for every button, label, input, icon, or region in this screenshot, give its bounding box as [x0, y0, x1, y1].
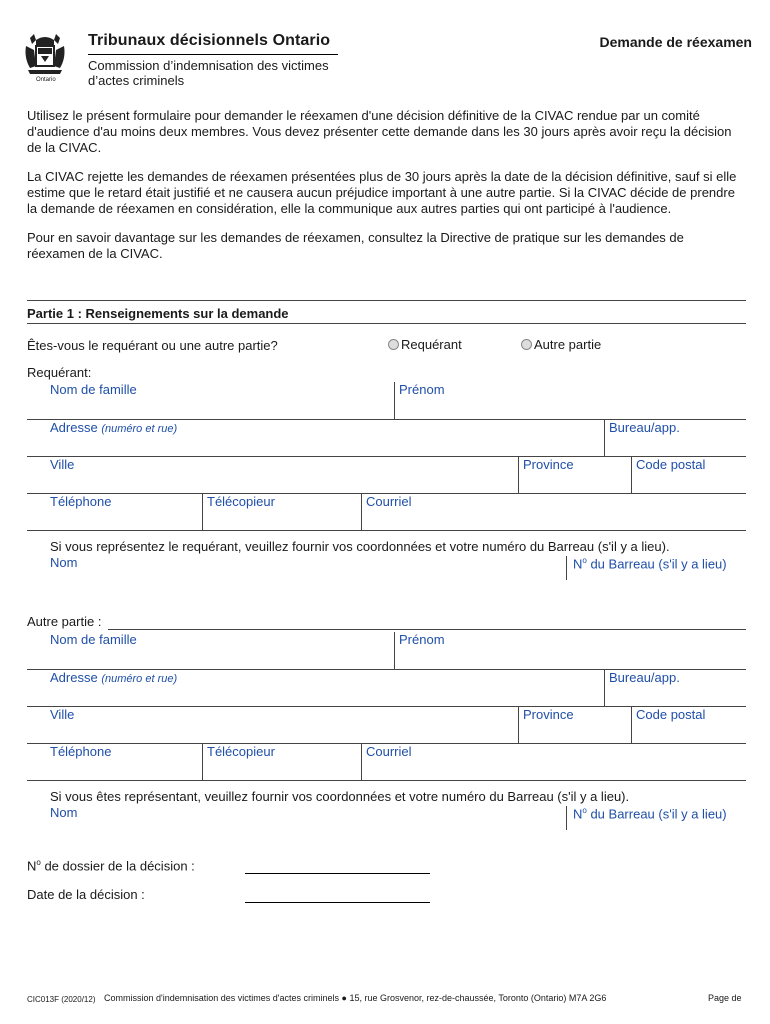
- other-unit-field[interactable]: [604, 670, 746, 707]
- other-unit-label: Bureau/app.: [609, 670, 680, 685]
- form-title: Demande de réexamen: [599, 34, 752, 50]
- applicant-city-label: Ville: [50, 457, 75, 472]
- intro-text: [27, 108, 739, 275]
- applicant-phone-field[interactable]: [27, 494, 202, 531]
- radio-autre-partie-label: Autre partie: [534, 337, 602, 352]
- applicant-first-name-field[interactable]: [394, 382, 746, 420]
- radio-circle-icon[interactable]: [521, 339, 532, 350]
- applicant-postal-field[interactable]: [631, 457, 746, 494]
- applicant-rep-bar-field[interactable]: [566, 556, 727, 580]
- applicant-unit-field[interactable]: [604, 420, 746, 457]
- decision-file-rest: de dossier de la décision :: [40, 858, 195, 874]
- applicant-email-field[interactable]: [361, 494, 746, 531]
- other-fax-label: Télécopieur: [207, 744, 275, 759]
- applicant-rep-note: Si vous représentez le requérant, veuillez fournir vos coordonnées et votre numéro du Barreau (s'il y a lieu).: [50, 539, 670, 554]
- other-rep-bar-prefix: N: [573, 806, 583, 822]
- other-rep-bar-field[interactable]: [566, 806, 727, 830]
- logo-text: Ontario: [36, 77, 56, 83]
- decision-date-label: Date de la décision :: [27, 887, 145, 902]
- part1-heading: Partie 1 : Renseignements sur la demande: [27, 300, 746, 323]
- decision-file-number-input[interactable]: [245, 873, 430, 874]
- ontario-logo: [18, 32, 76, 96]
- applicant-province-field[interactable]: [518, 457, 631, 494]
- other-address-hint: (numéro et rue): [101, 673, 178, 685]
- applicant-phone-label: Téléphone: [50, 494, 112, 509]
- ontario-coat-of-arms-icon: [22, 32, 68, 76]
- applicant-city-field[interactable]: [27, 457, 518, 494]
- intro-paragraph-2: La CIVAC rejette les demandes de réexamen présentées plus de 30 jours après la date de la décision définitive, sauf si elle estime que le retard était justifié et ne causera aucun préjudice important à une autre partie. Si la CIVAC décide de prendre la demande de réexamen en considération, elle la communique aux autres parties qui ont participé à l'audience.: [27, 169, 737, 216]
- decision-file-sup: o: [36, 858, 41, 867]
- footer-page: Page de: [708, 993, 742, 1003]
- radio-circle-icon[interactable]: [388, 339, 399, 350]
- applicant-rep-bar-prefix: N: [573, 556, 583, 572]
- other-address-label: Adresse: [50, 670, 98, 685]
- applicant-first-name-label: Prénom: [399, 382, 445, 397]
- applicant-last-name-field[interactable]: [27, 382, 394, 420]
- other-province-field[interactable]: [518, 707, 631, 744]
- other-first-name-field[interactable]: [394, 632, 746, 670]
- part1-divider: [27, 323, 746, 324]
- other-party-label: Autre partie :: [27, 614, 102, 629]
- applicant-rep-bar-rest: du Barreau (s'il y a lieu): [586, 556, 727, 572]
- title-divider: [88, 54, 338, 55]
- org-title: Tribunaux décisionnels Ontario: [88, 32, 331, 49]
- radio-autre-partie[interactable]: [521, 337, 601, 352]
- applicant-fax-field[interactable]: [202, 494, 361, 531]
- org-subtitle: [88, 58, 348, 88]
- decision-file-prefix: N: [27, 858, 37, 874]
- applicant-unit-label: Bureau/app.: [609, 420, 680, 435]
- decision-file-number-label: [27, 858, 195, 873]
- applicant-postal-label: Code postal: [636, 457, 706, 472]
- applicant-address-label: Adresse: [50, 420, 98, 435]
- radio-requerant-label: Requérant: [401, 337, 462, 352]
- footer-address: Commission d'indemnisation des victimes d'actes criminels ● 15, rue Grosvenor, rez-de-chaussée, Toronto (Ontario) M7A 2G6: [104, 993, 607, 1003]
- other-province-label: Province: [523, 707, 574, 722]
- other-city-field[interactable]: [27, 707, 518, 744]
- other-email-label: Courriel: [366, 744, 412, 759]
- other-last-name-field[interactable]: [27, 632, 394, 670]
- other-email-field[interactable]: [361, 744, 746, 781]
- applicant-rep-name-label: Nom: [50, 555, 78, 570]
- other-first-name-label: Prénom: [399, 632, 445, 647]
- applicant-province-label: Province: [523, 457, 574, 472]
- other-postal-field[interactable]: [631, 707, 746, 744]
- other-phone-label: Téléphone: [50, 744, 112, 759]
- org-subtitle-line-2: d’actes criminels: [88, 73, 185, 88]
- applicant-address-hint: (numéro et rue): [101, 423, 178, 435]
- other-rep-bar-rest: du Barreau (s'il y a lieu): [586, 806, 727, 822]
- other-rep-name-field[interactable]: [50, 805, 77, 820]
- other-rep-name-label: Nom: [50, 805, 78, 820]
- decision-date-input[interactable]: [245, 902, 430, 903]
- intro-paragraph-1: Utilisez le présent formulaire pour demander le réexamen d'une décision définitive de la CIVAC rendue par un comité d'audience d'au moins deux membres. Vous devez présenter cette demande dans les 30 jours après avoir reçu la décision de la CIVAC.: [27, 108, 732, 155]
- other-last-name-label: Nom de famille: [50, 632, 137, 647]
- other-party-divider: [108, 629, 746, 630]
- applicant-label: Requérant:: [27, 365, 92, 380]
- applicant-address-field[interactable]: [27, 420, 604, 457]
- other-rep-bar-sup: o: [582, 806, 587, 815]
- role-question: Êtes-vous le requérant ou une autre partie?: [27, 338, 278, 353]
- footer-form-code: CIC013F (2020/12): [27, 995, 96, 1004]
- page-header: [18, 22, 752, 92]
- applicant-email-label: Courriel: [366, 494, 412, 509]
- other-fax-field[interactable]: [202, 744, 361, 781]
- applicant-fax-label: Télécopieur: [207, 494, 275, 509]
- applicant-rep-name-field[interactable]: [50, 555, 77, 570]
- other-city-label: Ville: [50, 707, 75, 722]
- other-phone-field[interactable]: [27, 744, 202, 781]
- applicant-last-name-label: Nom de famille: [50, 382, 137, 397]
- other-address-field[interactable]: [27, 670, 604, 707]
- intro-paragraph-3: Pour en savoir davantage sur les demandes de réexamen, consultez la Directive de pratique sur les demandes de réexamen de la CIVAC.: [27, 230, 684, 261]
- other-postal-label: Code postal: [636, 707, 706, 722]
- org-subtitle-line-1: Commission d’indemnisation des victimes: [88, 58, 329, 73]
- radio-requerant[interactable]: [388, 337, 462, 352]
- other-rep-note: Si vous êtes représentant, veuillez fournir vos coordonnées et votre numéro du Barreau (s'il y a lieu).: [50, 789, 630, 804]
- applicant-rep-bar-sup: o: [582, 556, 587, 565]
